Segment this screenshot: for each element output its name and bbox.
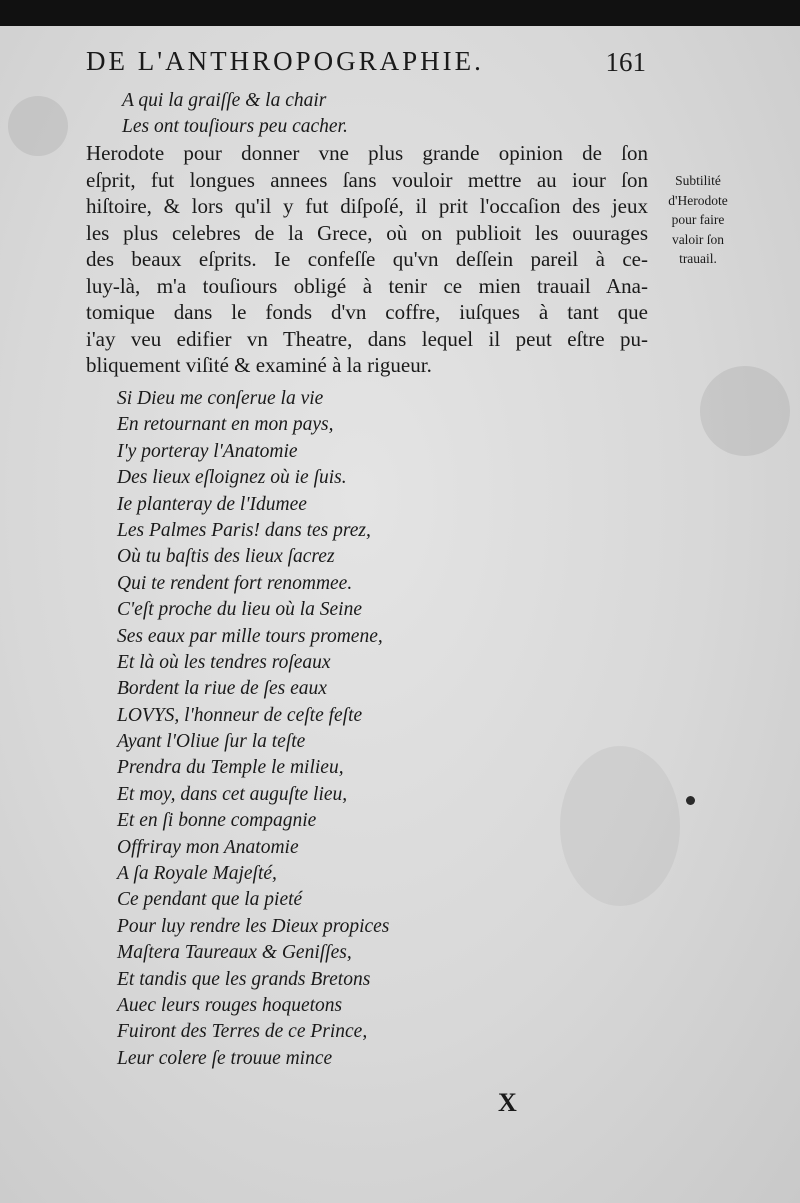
verse-line: Où tu baſtis des lieux ſacrez [117, 546, 335, 568]
verse-line: Maſtera Taureaux & Geniſſes, [117, 942, 352, 964]
paper-stain [700, 366, 790, 456]
verse-line: LOVYS, l'honneur de ceſte feſte [117, 704, 363, 726]
verse-line: Ayant l'Oliue ſur la teſte [117, 731, 306, 753]
verse-line: Et là où les tendres roſeaux [117, 651, 331, 673]
verse-line: Et moy, dans cet auguſte lieu, [117, 783, 348, 805]
prose-line: hiſtoire, & lors qu'il y fut diſpoſé, il prit l'occaſion des jeux [86, 194, 648, 218]
verse-line: Ie planteray de l'Idumee [117, 493, 307, 515]
verse-line: Ses eaux par mille tours promene, [117, 625, 383, 647]
verse-main [117, 386, 389, 1072]
verse-line: Auec leurs rouges hoquetons [117, 994, 343, 1016]
verse-line: Des lieux eſloignez où ie ſuis. [117, 467, 347, 489]
page-number: 161 [605, 47, 646, 77]
page-header [86, 46, 646, 86]
margin-note-line: pour faire [671, 212, 725, 227]
verse-line: I'y porteray l'Anatomie [117, 440, 298, 462]
verse-line: Si Dieu me conſerue la vie [117, 388, 324, 409]
verse-line: Qui te rendent fort renommee. [117, 572, 353, 594]
book-page [0, 26, 800, 1203]
verse-line: Les Palmes Paris! dans tes prez, [117, 519, 371, 541]
verse-line: Et tandis que les grands Bretons [117, 968, 371, 990]
verse-line: Leur colere ſe trouue mince [117, 1047, 333, 1069]
prose-line: bliquement viſité & examiné à la rigueur. [86, 353, 432, 377]
verse-line: Bordent la riue de ſes eaux [117, 678, 327, 700]
ink-dot [686, 796, 695, 805]
prose-line: eſprit, fut longues annees ſans vouloir mettre au iour ſon [86, 167, 648, 192]
prose-line: des beaux eſprits. Ie confeſſe qu'vn deſſein pareil à ce- [86, 247, 648, 271]
verse-line: A qui la graiſſe & la chair [122, 90, 327, 111]
prose-line: i'ay veu edifier vn Theatre, dans lequel il peut eſtre pu- [86, 326, 648, 351]
prose-line: les plus celebres de la Grece, où on publioit les ouurages [86, 220, 648, 245]
verse-line: A ſa Royale Majeſté, [117, 863, 277, 885]
verse-line: Les ont touſiours peu cacher. [122, 116, 348, 138]
margin-note-line: d'Herodote [668, 192, 728, 208]
prose-line: tomique dans le fonds d'vn coffre, iuſques à tant que [86, 300, 648, 324]
prose-line: luy-là, m'a touſiours obligé à tenir ce mien trauail Ana- [86, 273, 648, 298]
margin-note-line: valoir ſon [671, 231, 725, 247]
verse-line: Fuiront des Terres de ce Prince, [117, 1021, 368, 1043]
verse-line: Offriray mon Anatomie [117, 836, 299, 858]
prose-paragraph [86, 140, 648, 379]
bleed-through-shadow [560, 746, 680, 906]
prose-line: Herodote pour donner vne plus grande opinion de ſon [86, 141, 648, 165]
margin-note-line: Subtilité [675, 173, 721, 188]
margin-note-line: trauail. [679, 251, 717, 266]
verse-line: Ce pendant que la pieté [117, 889, 303, 911]
verse-line: Prendra du Temple le milieu, [117, 757, 344, 779]
catchword: X [498, 1088, 517, 1117]
verse-top [122, 88, 348, 141]
verse-line: En retournant en mon pays, [117, 414, 334, 436]
paper-stain [8, 96, 68, 156]
verse-line: C'eſt proche du lieu où la Seine [117, 599, 362, 621]
margin-note [652, 171, 744, 269]
verse-line: Et en ſi bonne compagnie [117, 810, 317, 832]
running-head: DE L'ANTHROPOGRAPHIE. [86, 46, 484, 76]
verse-line: Pour luy rendre les Dieux propices [117, 915, 390, 937]
